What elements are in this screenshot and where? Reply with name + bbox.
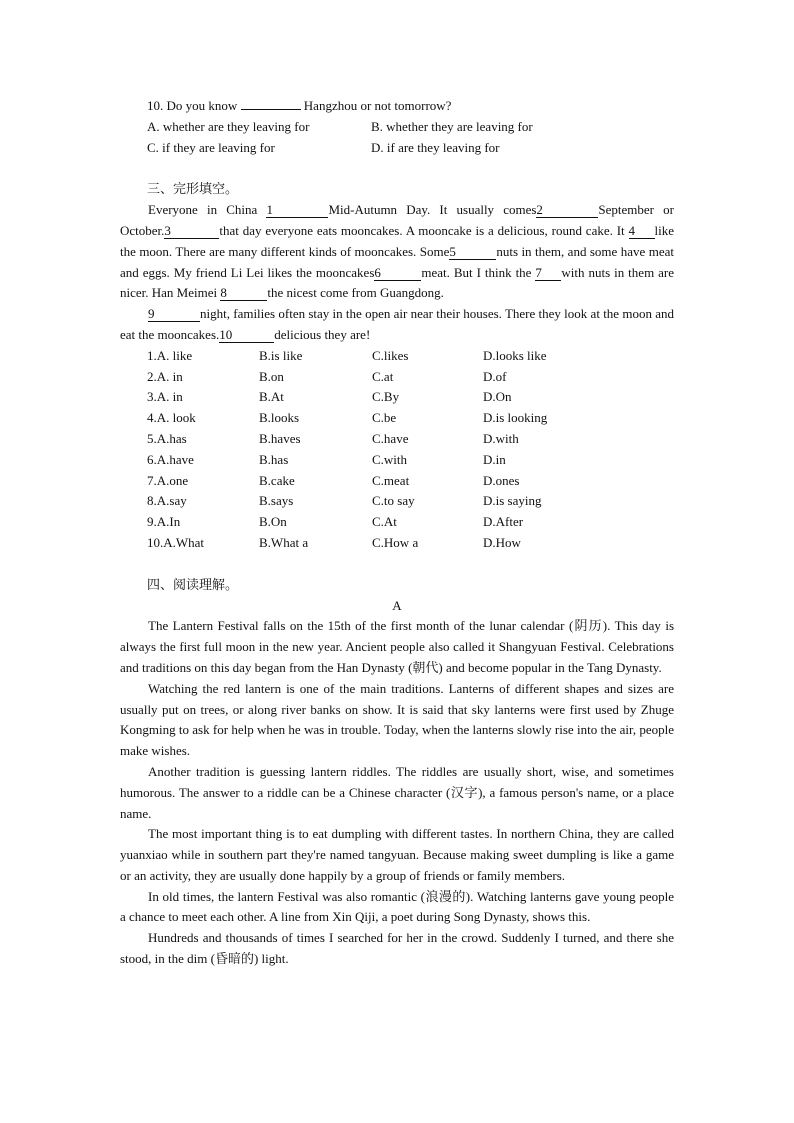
option-d: D. if are they leaving for bbox=[371, 139, 500, 155]
cloze-option: C.At bbox=[372, 514, 397, 530]
cloze-option-row bbox=[147, 408, 547, 429]
cloze-option: 9.A.In bbox=[147, 514, 181, 530]
cloze-option-row bbox=[147, 471, 547, 492]
blank-7: 7 bbox=[535, 265, 561, 281]
cloze-option: D.ones bbox=[483, 472, 520, 488]
blank-3: 3 bbox=[164, 223, 219, 239]
cloze-option: D.looks like bbox=[483, 347, 547, 363]
worksheet-page bbox=[120, 96, 674, 970]
reading-paragraph: In old times, the lantern Festival was also romantic (浪漫的). Watching lanterns gave young people a chance to meet each other. A line from Xin Qiji, a poet during Song Dynasty, shows this. bbox=[120, 888, 674, 925]
question-text-pre: Do you know bbox=[166, 98, 238, 113]
blank-2: 2 bbox=[536, 202, 598, 218]
cloze-paragraph-2 bbox=[120, 304, 674, 346]
cloze-option: C.to say bbox=[372, 493, 415, 509]
reading-paragraph: The Lantern Festival falls on the 15th of the first month of the lunar calendar (阴历). This day is always the first full moon in the new year. Ancient people also called it Shangyuan Festival. Celebrations and traditions on this day began from the Han Dynasty (朝代) and become popular in the Tang Dynasty. bbox=[120, 618, 674, 675]
cloze-option-row bbox=[147, 512, 547, 533]
cloze-text: Everyone in China bbox=[148, 202, 258, 218]
cloze-heading: 三、完形填空。 bbox=[147, 181, 239, 197]
question-text-post: Hangzhou or not tomorrow? bbox=[303, 98, 452, 113]
cloze-option: 3.A. in bbox=[147, 389, 183, 405]
cloze-option: D.How bbox=[483, 534, 521, 550]
cloze-option-row bbox=[147, 533, 547, 554]
cloze-option: D.On bbox=[483, 389, 512, 405]
cloze-option: C.be bbox=[372, 410, 397, 426]
cloze-option: B.looks bbox=[259, 410, 300, 426]
cloze-option: B.says bbox=[259, 493, 294, 509]
blank-4: 4 bbox=[629, 223, 655, 239]
question-number: 10. bbox=[147, 98, 164, 113]
cloze-text: meat. But I think the bbox=[421, 264, 532, 280]
cloze-option: B.on bbox=[259, 368, 284, 384]
blank-10: 10 bbox=[219, 327, 274, 343]
cloze-option: C.at bbox=[372, 368, 394, 384]
cloze-text: that day everyone eats mooncakes. A mooncake is a delicious, round cake. It bbox=[219, 222, 625, 238]
cloze-text: delicious they are! bbox=[274, 326, 371, 342]
cloze-option: C.with bbox=[372, 451, 408, 467]
reading-paragraph: Another tradition is guessing lantern riddles. The riddles are usually short, wise, and sometimes humorous. The answer to a riddle can be a Chinese character (汉字), a famous person's name, or a place name. bbox=[120, 763, 674, 821]
cloze-option: 5.A.has bbox=[147, 430, 187, 446]
cloze-option: 10.A.What bbox=[147, 534, 205, 550]
passage-label: A bbox=[392, 597, 402, 613]
cloze-option: C.have bbox=[372, 430, 409, 446]
option-a: A. whether are they leaving for bbox=[147, 118, 310, 134]
blank-6: 6 bbox=[374, 265, 421, 281]
cloze-text: night, families often stay in the open air near their houses. There they look at the moon and eat the mooncakes. bbox=[120, 306, 674, 342]
option-c: C. if they are leaving for bbox=[147, 139, 275, 155]
blank-1: 1 bbox=[266, 202, 328, 218]
question-10 bbox=[147, 96, 674, 117]
cloze-option-row bbox=[147, 387, 547, 408]
cloze-option: B.What a bbox=[259, 534, 309, 550]
reading-heading: 四、阅读理解。 bbox=[147, 576, 239, 592]
cloze-option: B.is like bbox=[259, 347, 303, 363]
cloze-text: like the moon. There are many different kinds of mooncakes. Some bbox=[120, 222, 674, 259]
cloze-option-row bbox=[147, 491, 547, 512]
cloze-option: D.of bbox=[483, 368, 507, 384]
cloze-option: D.is looking bbox=[483, 410, 548, 426]
cloze-option: B.cake bbox=[259, 472, 295, 488]
cloze-option: D.After bbox=[483, 514, 524, 530]
blank-5: 5 bbox=[449, 244, 496, 260]
option-b: B. whether they are leaving for bbox=[371, 118, 533, 134]
cloze-option: C.likes bbox=[372, 347, 409, 363]
cloze-option: B.At bbox=[259, 389, 284, 405]
cloze-option: 1.A. like bbox=[147, 347, 193, 363]
cloze-option: 2.A. in bbox=[147, 368, 183, 384]
cloze-option: 4.A. look bbox=[147, 410, 196, 426]
blank-9: 9 bbox=[148, 306, 200, 322]
cloze-options-table bbox=[147, 346, 547, 554]
cloze-option: C.meat bbox=[372, 472, 410, 488]
reading-paragraph: Hundreds and thousands of times I searched for her in the crowd. Suddenly I turned, and there she stood, in the dim (昏暗的) light. bbox=[120, 930, 674, 967]
cloze-option: B.On bbox=[259, 514, 287, 530]
cloze-option-row bbox=[147, 346, 547, 367]
cloze-option: D.in bbox=[483, 451, 506, 467]
cloze-option: 7.A.one bbox=[147, 472, 189, 488]
reading-paragraph: Watching the red lantern is one of the main traditions. Lanterns of different shapes and sizes are usually put on trees, or along river banks on show. It is said that sky lanterns were first used by Zhuge Kongming to ask for help when he was in trouble. Today, when the lanterns slowly rise into the air, people make wishes. bbox=[120, 680, 674, 759]
cloze-option: D.with bbox=[483, 430, 519, 446]
cloze-text: September or October. bbox=[120, 202, 674, 238]
blank-8: 8 bbox=[220, 285, 267, 301]
answer-blank bbox=[241, 109, 301, 110]
cloze-option: B.haves bbox=[259, 430, 301, 446]
cloze-option-row bbox=[147, 429, 547, 450]
cloze-text: nuts in them, and some have meat and eggs. My friend Li Lei likes the mooncakes bbox=[120, 243, 674, 280]
cloze-option: C.By bbox=[372, 389, 400, 405]
question-10-options-row-2 bbox=[120, 138, 674, 159]
cloze-option-row bbox=[147, 367, 547, 388]
cloze-option-row bbox=[147, 450, 547, 471]
cloze-text: Mid-Autumn Day. It usually comes bbox=[328, 202, 537, 218]
cloze-text: the nicest come from Guangdong. bbox=[267, 285, 444, 301]
cloze-option: D.is saying bbox=[483, 493, 542, 509]
reading-paragraph: The most important thing is to eat dumpling with different tastes. In northern China, they are called yuanxiao while in southern part they're named tangyuan. Because making sweet dumpling is like a game or an activity, they are usually done happily by a group of friends or family members. bbox=[120, 826, 674, 883]
cloze-option: B.has bbox=[259, 451, 289, 467]
cloze-paragraph-1 bbox=[120, 200, 674, 304]
question-10-options-row-1 bbox=[120, 117, 674, 138]
cloze-text: with nuts in them are nicer. Han Meimei bbox=[120, 264, 675, 301]
cloze-option: 8.A.say bbox=[147, 493, 187, 509]
cloze-option: 6.A.have bbox=[147, 451, 194, 467]
cloze-option: C.How a bbox=[372, 534, 419, 550]
